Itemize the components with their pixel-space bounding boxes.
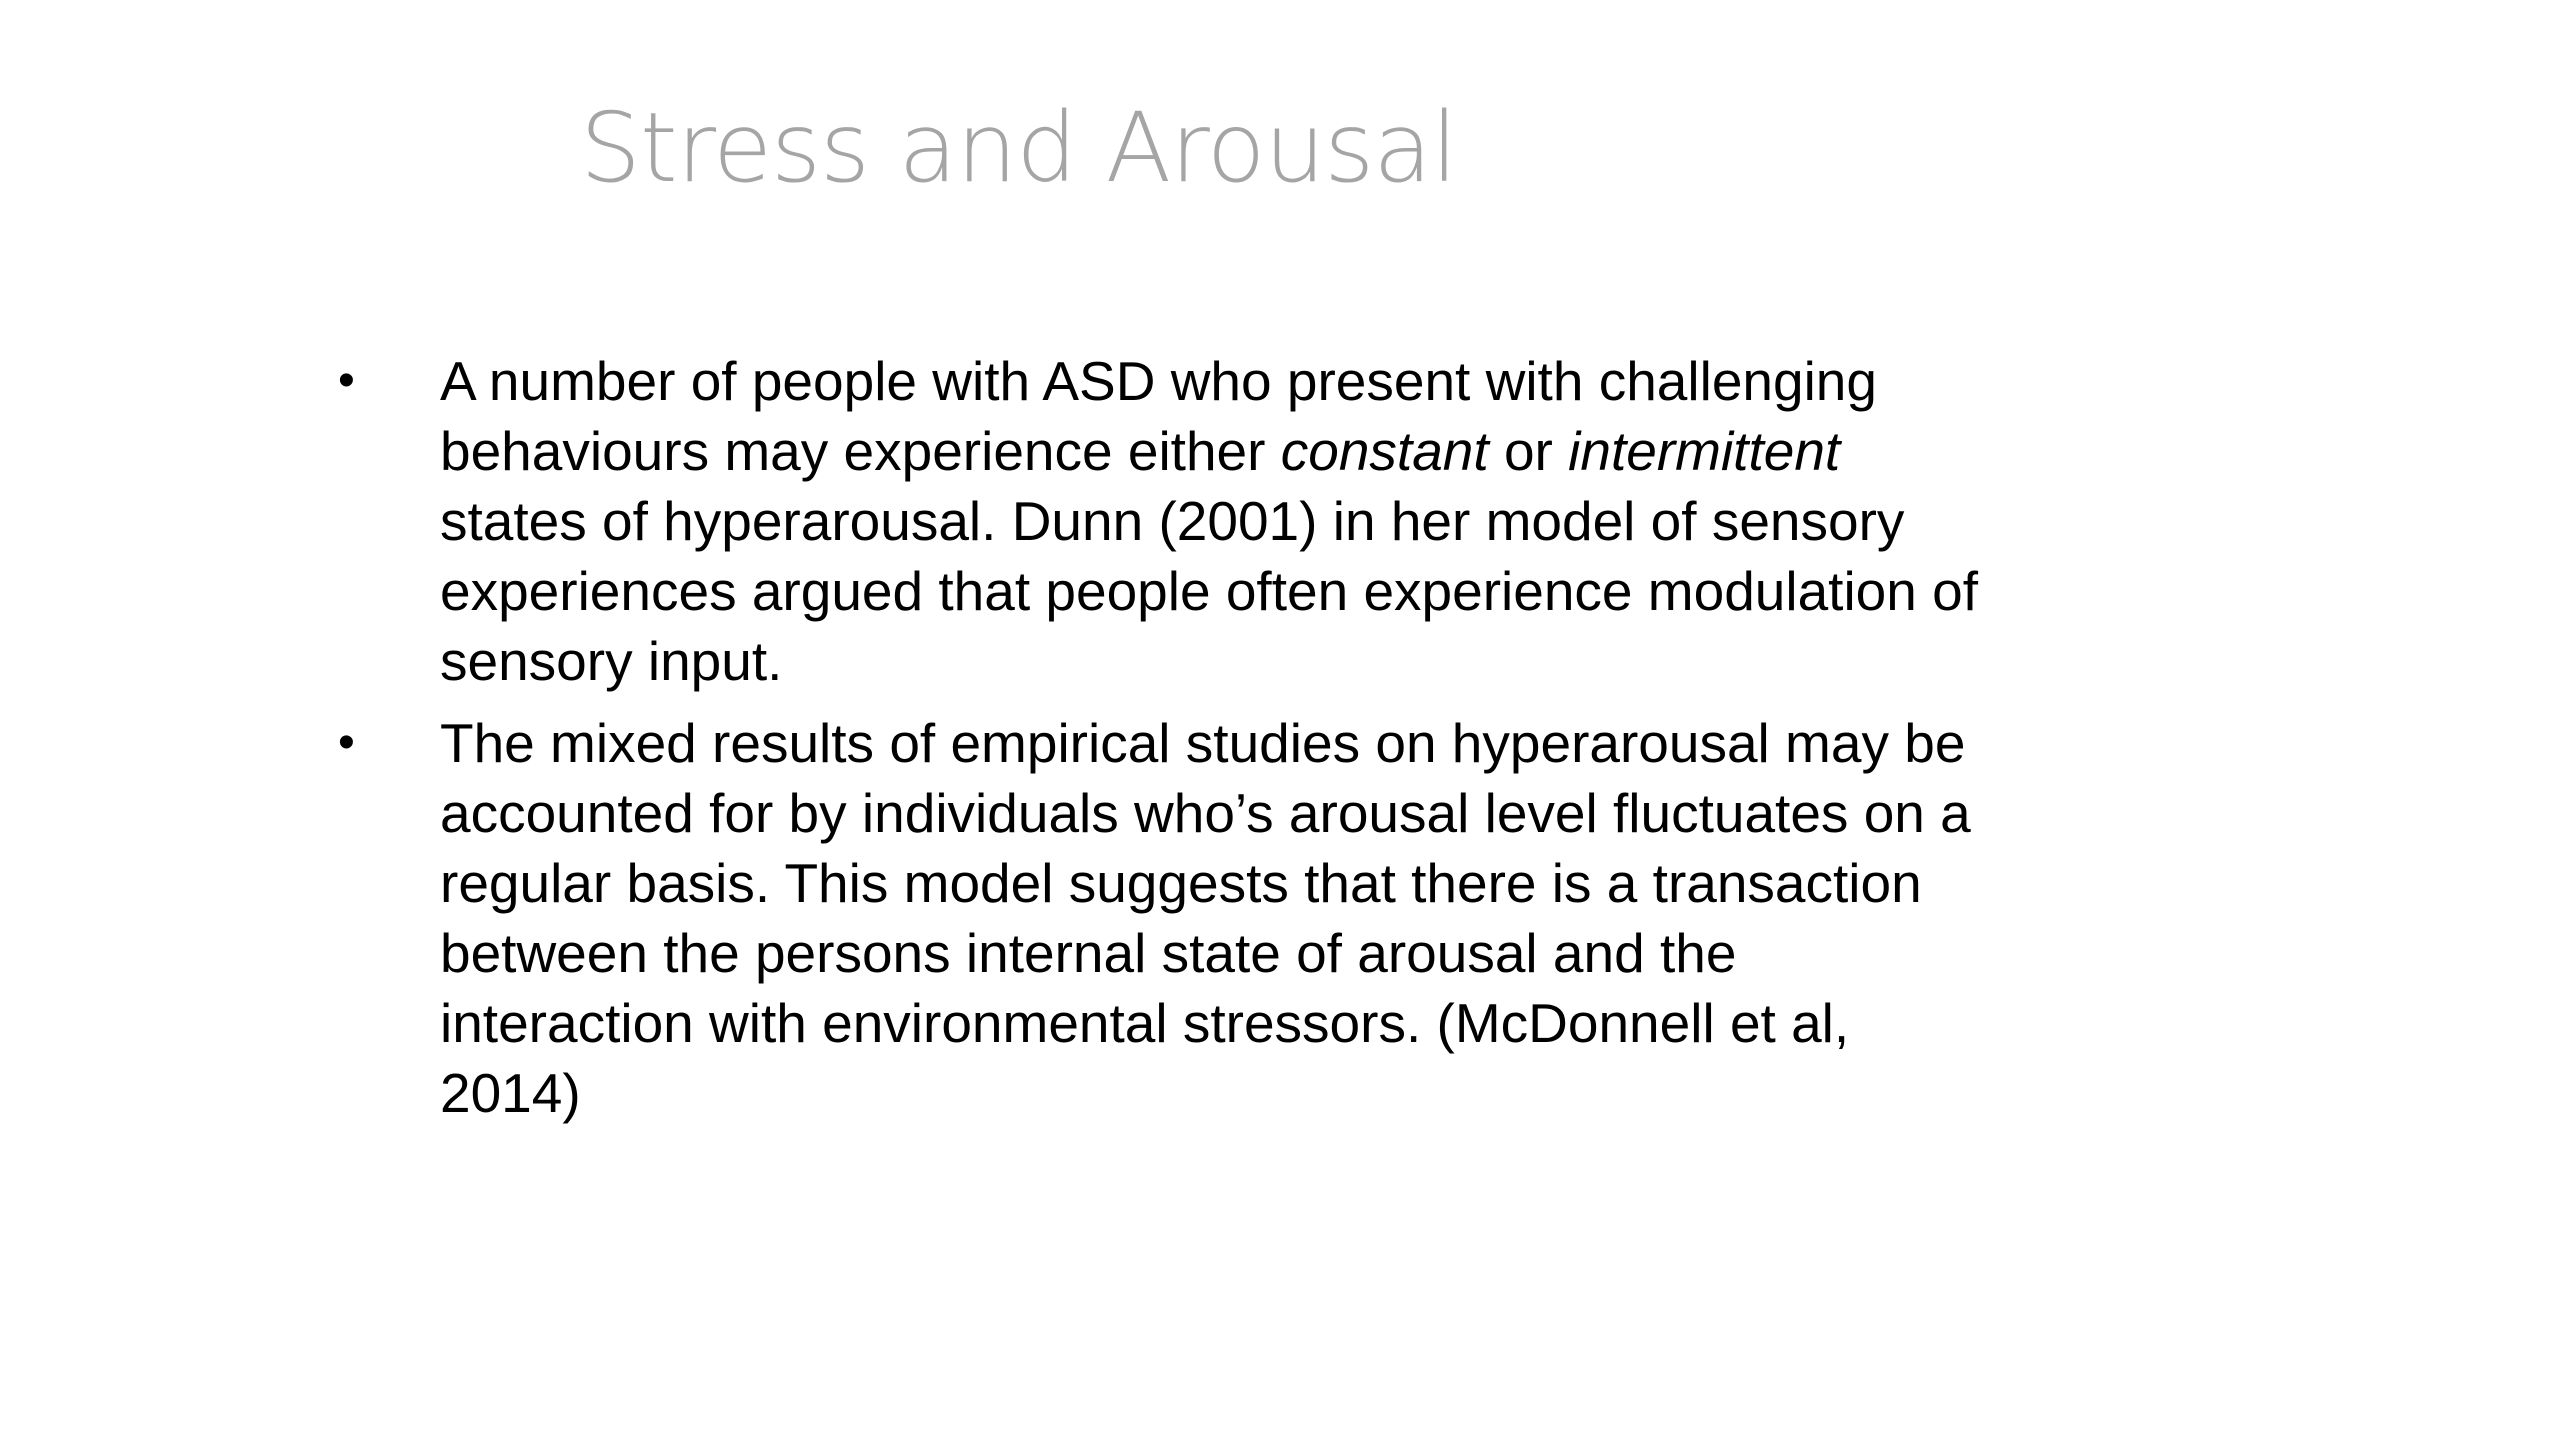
bullet-text: [440, 708, 1988, 1128]
bullet-marker: •: [338, 354, 355, 407]
bullet-text-segment: The mixed results of empirical studies on hyperarousal may be accounted for by individuals who’s arousal level fluctuates on a regular basis. This model suggests that there is a transaction between the persons internal state of arousal and the interaction with environmental stressors. (McDonnell et al, 2014): [440, 712, 1971, 1124]
bullet-text-italic-segment: intermittent: [1568, 420, 1841, 482]
bullet-text-italic-segment: constant: [1280, 420, 1489, 482]
bullet-text-segment: states of hyperarousal. Dunn (2001) in her model of sensory experiences argued that people often experience modulation of sensory input.: [440, 490, 1979, 692]
bullet-text-segment: or: [1488, 420, 1569, 482]
bullet-list: [338, 346, 1988, 1140]
slide-title: Stress and Arousal: [580, 92, 1457, 204]
bullet-text: [440, 346, 1988, 696]
bullet-item-2: [338, 708, 1988, 1128]
bullet-text-segment: A number of people with ASD who present with challenging behaviours may experience either: [440, 350, 1877, 482]
bullet-marker: •: [338, 716, 355, 769]
bullet-item-1: [338, 346, 1988, 696]
